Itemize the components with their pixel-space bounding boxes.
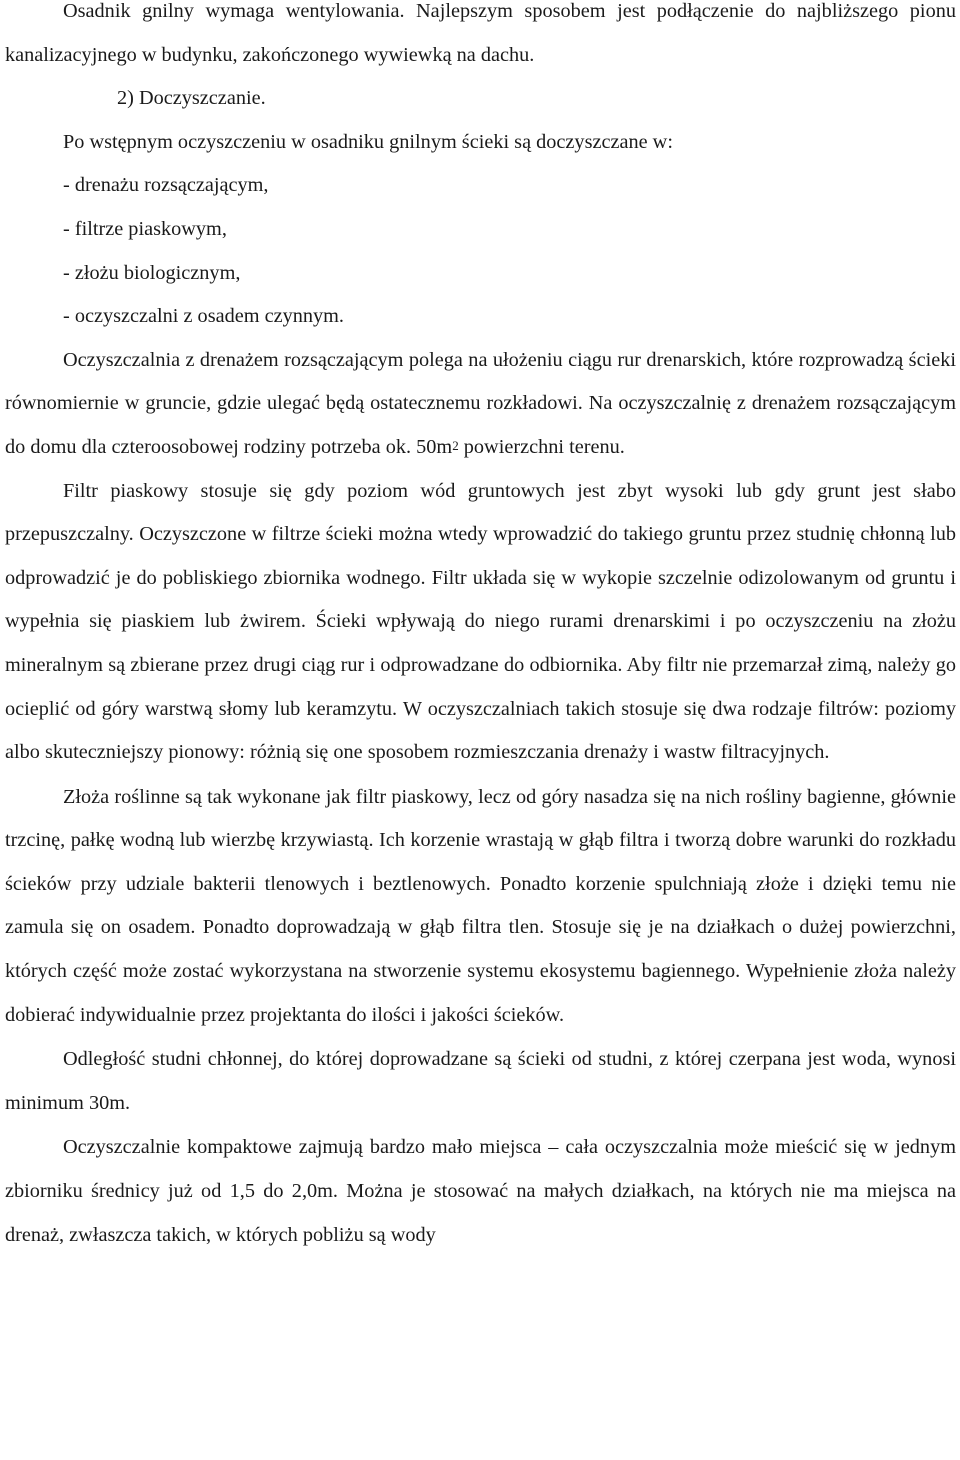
paragraph-drainage — [5, 339, 956, 470]
paragraph-sand-filter: Filtr piaskowy stosuje się gdy poziom wód gruntowych jest zbyt wysoki lub gdy grunt jest słabo przepuszczalny. Oczyszczone w filtrze ścieki można wtedy wprowadzić do takiego gruntu przez studnię chłonną lub odprowadzić je do pobliskiego zbiornika wodnego. Filtr układa się w wykopie szczelnie odizolowanym od gruntu i wypełnia się piaskiem lub żwirem. Ścieki wpływają do niego rurami drenarskimi i po oczyszczeniu na złożu mineralnym są zbierane przez drugi ciąg rur i odprowadzane do odbiornika. Aby filtr nie przemarzał zimą, należy go ocieplić od góry warstwą słomy lub keramzytu. W oczyszczalniach takich stosuje się dwa rodzaje filtrów: poziomy albo skuteczniejszy pionowy: różnią się one sposobem rozmieszczania drenaży i wastw filtracyjnych. — [5, 479, 956, 764]
paragraph-plant-beds: Złoża roślinne są tak wykonane jak filtr piaskowy, lecz od góry nasadza się na nich rośliny bagienne, głównie trzcinę, pałkę wodną lub wierzbę krzywiastą. Ich korzenie wrastają w głąb filtra i tworzą dobre warunki do rozkładu ścieków przy udziale bakterii tlenowych i beztlenowych. Ponadto korzenie spulchniają złoże i dzięki temu nie zamula się on osadem. Ponadto doprowadzają w głąb filtra tlen. Stosuje się je na działkach o dużej powierzchni, których część może zostać wykorzystana na stworzenie systemu ekosystemu bagiennego. Wypełnienie złoża należy dobierać indywidualnie przez projektanta do ilości i jakości ścieków. — [5, 785, 956, 1026]
paragraph-compact: Oczyszczalnie kompaktowe zajmują bardzo mało miejsca – cała oczyszczalnia może mieścić się w jednym zbiorniku średnicy już od 1,5 do 2,0m. Można je stosować na małych działkach, na których nie ma miejsca na drenaż, zwłaszcza takich, w których pobliżu są wody — [5, 1136, 956, 1246]
list-item: - oczyszczalni z osadem czynnym. — [63, 305, 344, 328]
list-item: - filtrze piaskowym, — [63, 217, 227, 240]
list-item: - złożu biologicznym, — [63, 261, 241, 284]
paragraph-drainage-text: Oczyszczalnia z drenażem rozsączającym polega na ułożeniu ciągu rur drenarskich, które rozprowadzą ścieki równomiernie w gruncie, gdzie ulegać będą ostatecznemu rozkładowi. Na oczyszczalnię z drenażem rozsączającym do domu dla czteroosobowej rodziny potrzeba ok. 50m — [5, 348, 956, 458]
section-heading — [5, 77, 956, 121]
document-page — [5, 0, 956, 1257]
paragraph-ventilation: Osadnik gnilny wymaga wentylowania. Najlepszym sposobem jest podłączenie do najbliższego pionu kanalizacyjnego w budynku, zakończonego wywiewką na dachu. — [5, 0, 956, 66]
paragraph-intro: Po wstępnym oczyszczeniu w osadniku gnilnym ścieki są doczyszczane w: — [63, 130, 673, 153]
section-title: Doczyszczanie. — [138, 87, 266, 110]
paragraph-drainage-tail: powierzchni terenu. — [458, 435, 625, 458]
list-item: - drenażu rozsączającym, — [63, 174, 269, 197]
superscript-exponent: 2 — [452, 437, 459, 453]
paragraph-distance: Odległość studni chłonnej, do której doprowadzane są ścieki od studni, z której czerpana jest woda, wynosi minimum 30m. — [5, 1048, 956, 1114]
section-number: 2) — [117, 87, 134, 110]
